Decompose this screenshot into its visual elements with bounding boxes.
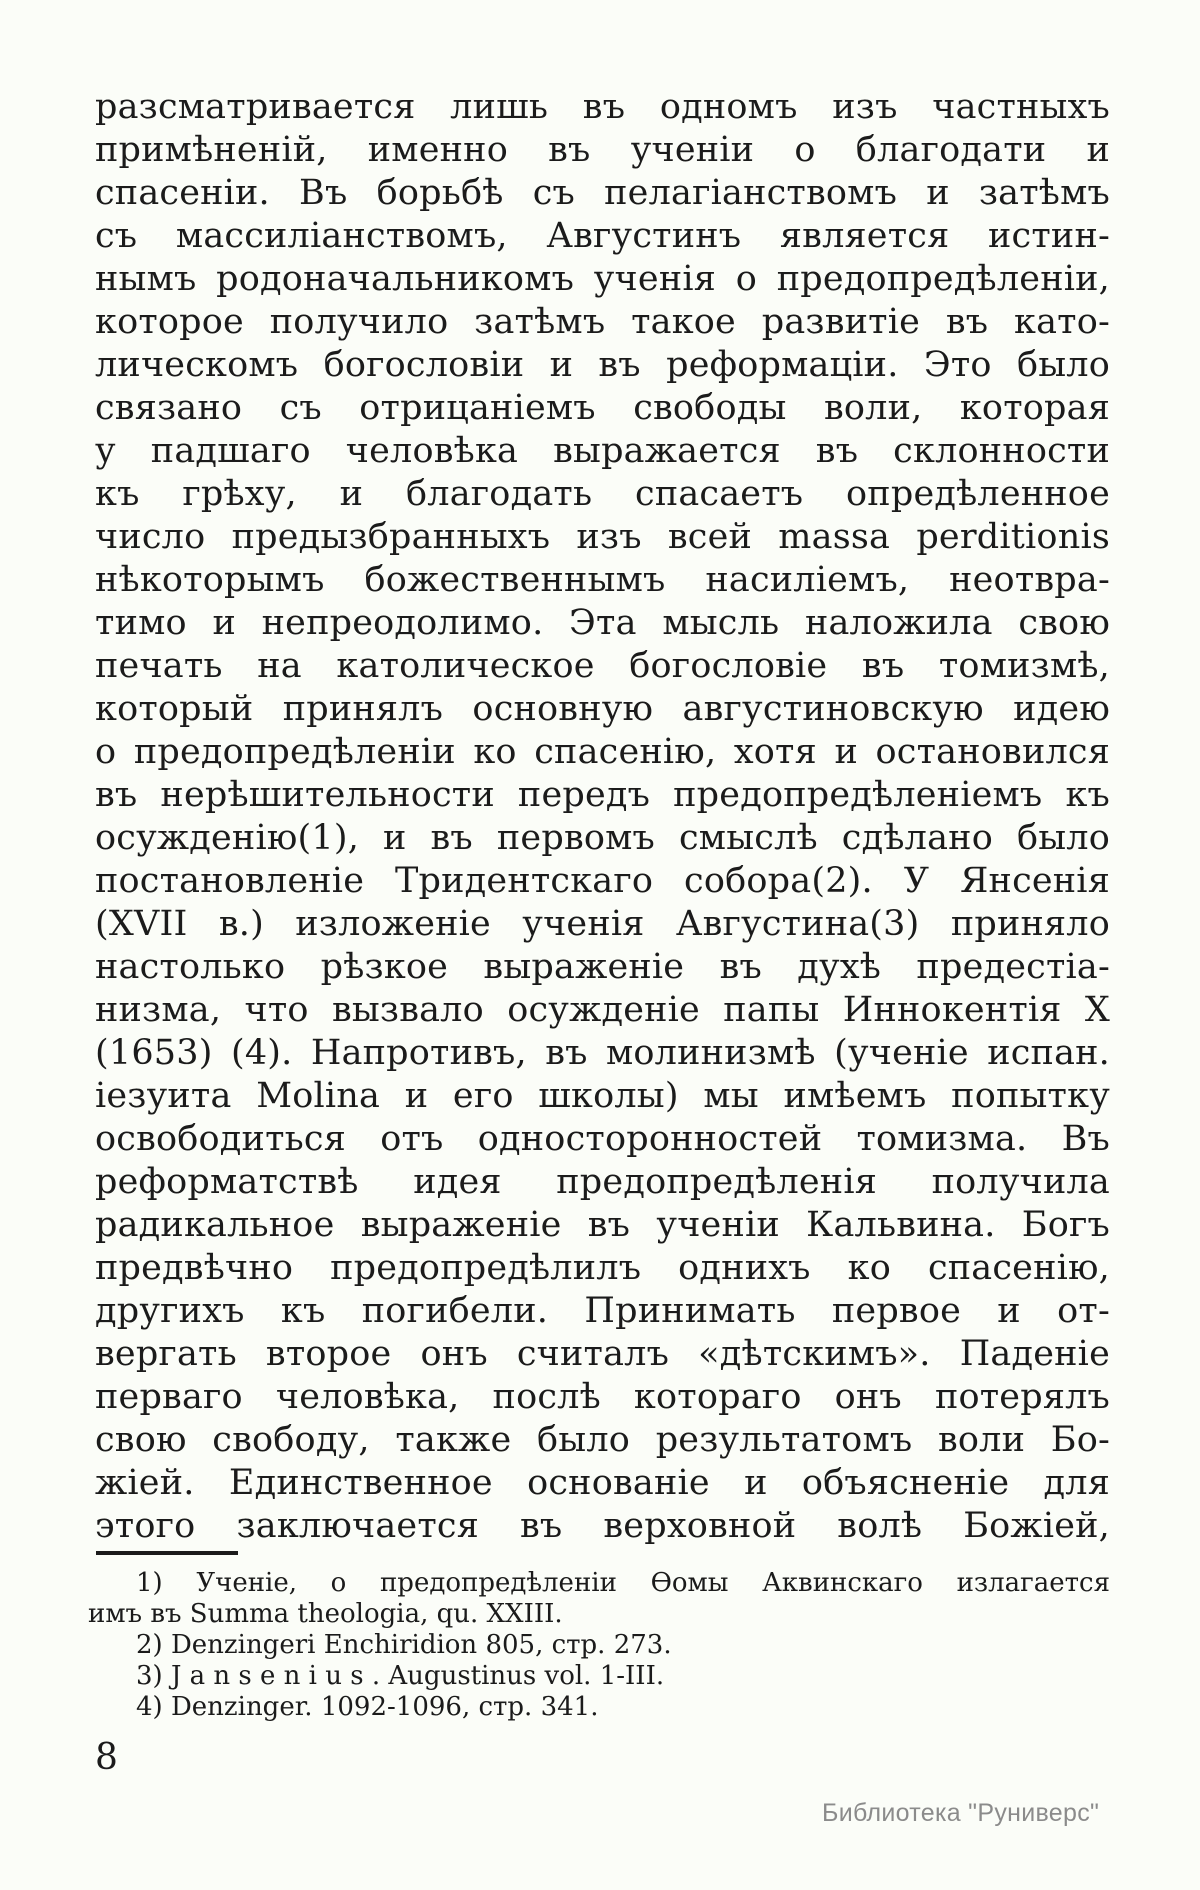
footnote-line: 2) Denzingeri Enchiridion 805, стр. 273. bbox=[136, 1630, 672, 1660]
text-line: освободиться отъ односторонностей томизма. Въ bbox=[95, 1119, 1110, 1159]
footnotes bbox=[88, 1568, 1110, 1723]
text-line: къ грѣху, и благодать спасаетъ опредѣленное bbox=[95, 474, 1110, 514]
text-line: этого заключается въ верховной волѣ Божіей, bbox=[95, 1506, 1110, 1546]
text-line: связано съ отрицаніемъ свободы воли, которая bbox=[95, 388, 1110, 428]
text-line: съ массиліанствомъ, Августинъ является истин- bbox=[95, 216, 1110, 256]
text-line: перваго человѣка, послѣ котораго онъ потерялъ bbox=[95, 1377, 1110, 1417]
text-line: которое получило затѣмъ такое развитіе въ като- bbox=[95, 302, 1110, 342]
text-line: осужденію(1), и въ первомъ смыслѣ сдѣлано было bbox=[95, 818, 1110, 858]
text-line: іезуита Molina и его школы) мы имѣемъ попытку bbox=[95, 1076, 1110, 1116]
text-line: печать на католическое богословіе въ томизмѣ, bbox=[95, 646, 1110, 686]
footnote-separator-rule bbox=[96, 1551, 238, 1555]
page-number: 8 bbox=[95, 1737, 118, 1778]
text-line: у падшаго человѣка выражается въ склонности bbox=[95, 431, 1110, 471]
text-line: спасеніи. Въ борьбѣ съ пелагіанствомъ и затѣмъ bbox=[95, 173, 1110, 213]
text-line: тимо и непреодолимо. Эта мысль наложила свою bbox=[95, 603, 1110, 643]
text-line: лическомъ богословіи и въ реформаціи. Это было bbox=[95, 345, 1110, 385]
text-line: жіей. Единственное основаніе и объясненіе для bbox=[95, 1463, 1110, 1503]
text-line: (XVII в.) изложеніе ученія Августина(3) приняло bbox=[95, 904, 1110, 944]
text-line: разсматривается лишь въ одномъ изъ частныхъ bbox=[95, 87, 1110, 127]
text-line: вергать второе онъ считалъ «дѣтскимъ». Паденіе bbox=[95, 1334, 1110, 1374]
text-line: другихъ къ погибели. Принимать первое и от- bbox=[95, 1291, 1110, 1331]
text-line: низма, что вызвало осужденіе папы Иннокентія X bbox=[95, 990, 1110, 1030]
library-watermark: Библиотека "Руниверс" bbox=[822, 1799, 1100, 1827]
text-line: предвѣчно предопредѣлилъ однихъ ко спасенію, bbox=[95, 1248, 1110, 1288]
text-line: въ нерѣшительности передъ предопредѣленіемъ къ bbox=[95, 775, 1110, 815]
footnote-line: имъ въ Summa theologia, qu. XXIII. bbox=[88, 1599, 563, 1629]
text-line: радикальное выраженіе въ ученіи Кальвина. Богъ bbox=[95, 1205, 1110, 1245]
text-line: примѣненій, именно въ ученіи о благодати и bbox=[95, 130, 1110, 170]
footnote-line: 3) J a n s e n i u s . Augustinus vol. 1-III. bbox=[136, 1661, 665, 1691]
body-text bbox=[95, 86, 1110, 1548]
text-line: нымъ родоначальникомъ ученія о предопредѣленіи, bbox=[95, 259, 1110, 299]
text-line: нѣкоторымъ божественнымъ насиліемъ, неотвра- bbox=[95, 560, 1110, 600]
footnote-line: 1) Ученіе, о предопредѣленіи Ѳомы Аквинскаго излагается bbox=[136, 1568, 1110, 1598]
text-line: настолько рѣзкое выраженіе въ духѣ предестіа- bbox=[95, 947, 1110, 987]
text-line: число предызбранныхъ изъ всей massa perditionis bbox=[95, 517, 1110, 557]
footnote-line: 4) Denzinger. 1092-1096, стр. 341. bbox=[136, 1692, 599, 1722]
text-line: свою свободу, также было результатомъ воли Бо- bbox=[95, 1420, 1110, 1460]
text-line: (1653) (4). Напротивъ, въ молинизмѣ (ученіе испан. bbox=[95, 1033, 1110, 1073]
text-line: который принялъ основную августиновскую идею bbox=[95, 689, 1110, 729]
text-line: постановленіе Тридентскаго собора(2). У Янсенія bbox=[95, 861, 1110, 901]
text-line: о предопредѣленіи ко спасенію, хотя и остановился bbox=[95, 732, 1110, 772]
text-line: реформатствѣ идея предопредѣленія получила bbox=[95, 1162, 1110, 1202]
